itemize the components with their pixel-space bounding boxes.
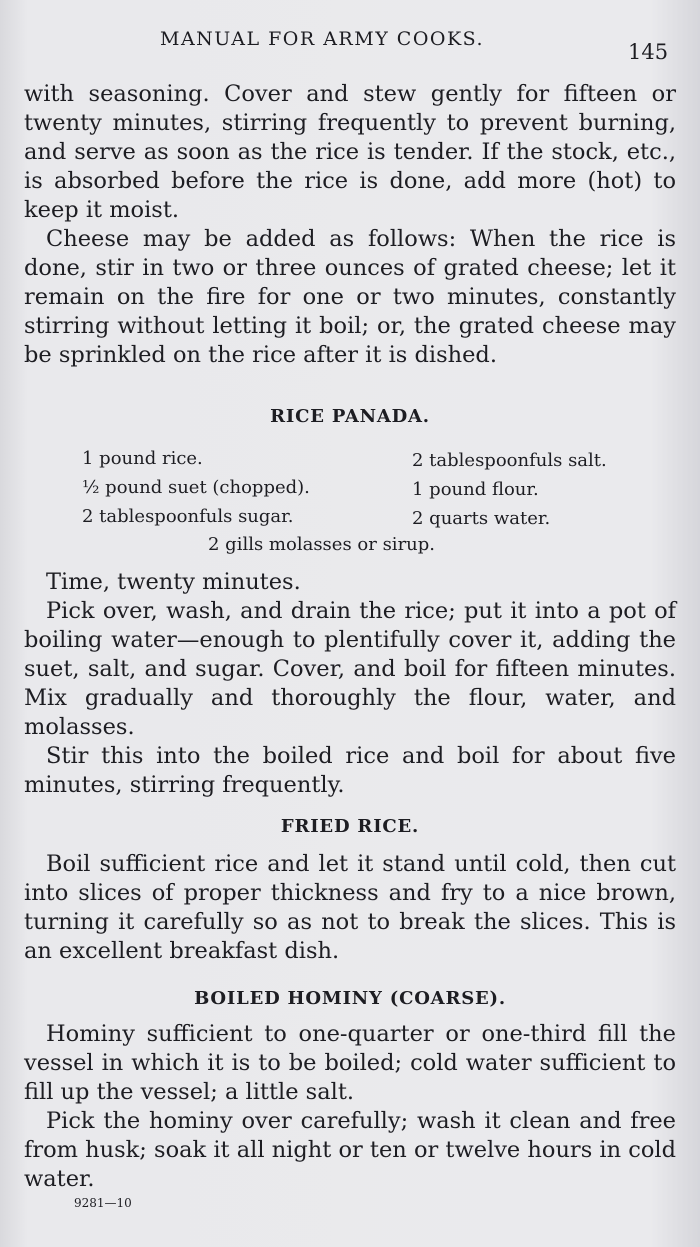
rice-panada-title: RICE PANADA. bbox=[270, 406, 430, 427]
ingredient-left-2: ½ pound suet (chopped). bbox=[82, 477, 310, 498]
ingredient-right-1: 2 tablespoonfuls salt. bbox=[412, 450, 607, 471]
rice-panada-paragraph-1: Pick over, wash, and drain the rice; put it into a pot of boiling water—enough to plentifully cover it, adding the suet, salt, and sugar. Cover, and boil for fifteen minutes. Mix gradually and thoroughly the flour, water, and molasses. bbox=[24, 598, 676, 740]
rice-panada-time: Time, twenty minutes. bbox=[46, 569, 301, 595]
ingredient-right-3: 2 quarts water. bbox=[412, 508, 551, 529]
intro-paragraph-1: with seasoning. Cover and stew gently for fifteen or twenty minutes, stirring frequently to prevent burning, and serve as soon as the rice is tender. If the stock, etc., is absorbed before the rice is done, add more (hot) to keep it moist. bbox=[24, 81, 676, 223]
fried-rice-title: FRIED RICE. bbox=[280, 816, 420, 837]
ingredient-center: 2 gills molasses or sirup. bbox=[208, 534, 436, 555]
fried-rice-body bbox=[24, 850, 676, 966]
intro-paragraph-2: Cheese may be added as follows: When the rice is done, stir in two or three ounces of grated cheese; let it remain on the fire for one or two minutes, constantly stirring without letting it boil; or, the grated cheese may be sprinkled on the rice after it is dished. bbox=[24, 226, 676, 368]
rice-panada-paragraph-2: Stir this into the boiled rice and boil for about five minutes, stirring frequently. bbox=[24, 743, 676, 798]
signature-mark: 9281—10 bbox=[74, 1196, 132, 1210]
fried-rice-paragraph-1: Boil sufficient rice and let it stand until cold, then cut into slices of proper thickness and fry to a nice brown, turning it carefully so as not to break the slices. This is an excellent breakfast dish. bbox=[24, 851, 676, 964]
boiled-hominy-body bbox=[24, 1020, 676, 1194]
page-number: 145 bbox=[628, 40, 669, 64]
ingredient-right-2: 1 pound flour. bbox=[412, 479, 539, 500]
ingredient-left-3: 2 tablespoonfuls sugar. bbox=[82, 506, 294, 527]
ingredient-left-1: 1 pound rice. bbox=[82, 448, 203, 469]
boiled-hominy-paragraph-1: Hominy sufficient to one-quarter or one-third fill the vessel in which it is to be boiled; cold water sufficient to fill up the vessel; a little salt. bbox=[24, 1021, 676, 1105]
intro-section bbox=[24, 80, 676, 370]
rice-panada-body bbox=[24, 568, 676, 800]
boiled-hominy-paragraph-2: Pick the hominy over carefully; wash it clean and free from husk; soak it all night or ten or twelve hours in cold water. bbox=[24, 1108, 676, 1192]
boiled-hominy-title: BOILED HOMINY (COARSE). bbox=[194, 988, 506, 1009]
running-title: MANUAL FOR ARMY COOKS. bbox=[160, 28, 485, 50]
